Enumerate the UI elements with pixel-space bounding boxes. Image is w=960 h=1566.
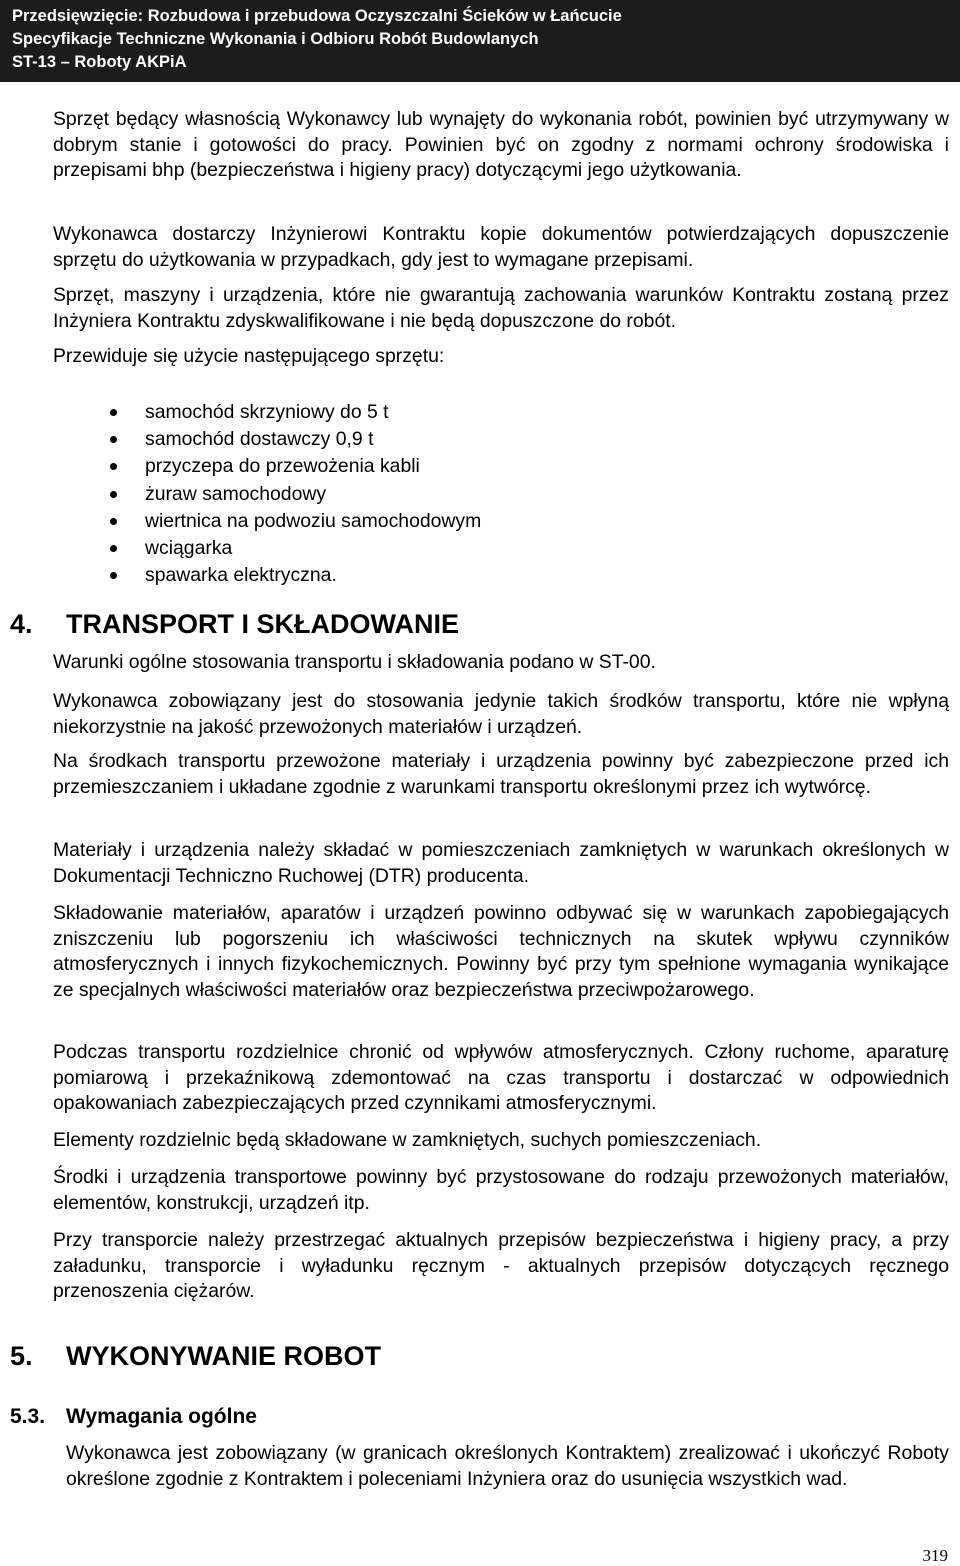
- header-section-code: ST-13 – Roboty AKPiA: [12, 53, 187, 71]
- section-4-paragraph-1: Warunki ogólne stosowania transportu i składowania podano w ST-00.: [53, 651, 656, 673]
- section-4-paragraph-5: Składowanie materiałów, aparatów i urządzeń powinno odbywać się w warunkach zapobiegających zniszczeniu lub pogorszeniu ich właściwości technicznych na skutek wpływu czynników atmosferycznych i innych fizykochemicznych. Powinny być przy tym spełnione wymagania wynikające ze specjalnych właściwości materiałów oraz bezpieczeństwa przeciwpożarowego.: [53, 902, 949, 1001]
- section-4-number: 4.: [10, 609, 33, 639]
- list-item: samochód skrzyniowy do 5 t: [53, 399, 481, 426]
- bullet-icon: [110, 409, 117, 416]
- equipment-paragraph-4: Przewiduje się użycie następującego sprzętu:: [53, 345, 445, 367]
- header-spec-title: Specyfikacje Techniczne Wykonania i Odbioru Robót Budowlanych: [12, 30, 539, 48]
- bullet-icon: [110, 491, 117, 498]
- list-item: samochód dostawczy 0,9 t: [53, 426, 481, 453]
- section-5-3-heading: [10, 1405, 257, 1429]
- section-4-paragraph-7: Elementy rozdzielnic będą składowane w zamkniętych, suchych pomieszczeniach.: [53, 1129, 762, 1151]
- list-item: spawarka elektryczna.: [53, 562, 481, 589]
- equipment-paragraph-3: Sprzęt, maszyny i urządzenia, które nie gwarantują zachowania warunków Kontraktu zostaną przez Inżyniera Kontraktu zdyskwalifikowane i nie będą dopuszczone do robót.: [53, 284, 949, 332]
- section-5-3-number: 5.3.: [10, 1405, 46, 1428]
- section-4-paragraph-9: Przy transporcie należy przestrzegać aktualnych przepisów bezpieczeństwa i higieny pracy, a przy załadunku, transporcie i wyładunku ręcznym - aktualnych przepisów dotyczących ręcznego przenoszenia ciężarów.: [53, 1229, 949, 1303]
- section-4-paragraph-6: Podczas transportu rozdzielnice chronić od wpływów atmosferycznych. Człony ruchome, aparaturę pomiarową i przekaźnikową zdemontować na czas transportu i dostarczać w odpowiednich opakowaniach zabezpieczających przed czynnikami atmosferycznymi.: [53, 1041, 949, 1115]
- section-4-paragraph-4: Materiały i urządzenia należy składać w pomieszczeniach zamkniętych w warunkach określonych w Dokumentacji Techniczno Ruchowej (DTR) producenta.: [53, 839, 949, 887]
- equipment-list: [53, 399, 481, 589]
- list-item: przyczepa do przewożenia kabli: [53, 453, 481, 480]
- section-5-title: WYKONYWANIE ROBOT: [66, 1341, 381, 1371]
- list-item: żuraw samochodowy: [53, 481, 481, 508]
- bullet-icon: [110, 572, 117, 579]
- bullet-icon: [110, 463, 117, 470]
- section-4-paragraph-8: Środki i urządzenia transportowe powinny być przystosowane do rodzaju przewożonych materiałów, elementów, konstrukcji, urządzeń itp.: [53, 1166, 949, 1214]
- header-project-title: Przedsięwzięcie: Rozbudowa i przebudowa Oczyszczalni Ścieków w Łańcucie: [12, 7, 622, 25]
- section-4-paragraph-2: Wykonawca zobowiązany jest do stosowania jedynie takich środków transportu, które nie wpłyną niekorzystnie na jakość przewożonych materiałów i urządzeń.: [53, 690, 949, 738]
- section-5-heading: [10, 1341, 381, 1372]
- bullet-icon: [110, 436, 117, 443]
- document-header: [0, 0, 960, 82]
- section-5-3-paragraph: Wykonawca jest zobowiązany (w granicach określonych Kontraktem) zrealizować i ukończyć Roboty określone zgodnie z Kontraktem i poleceniami Inżyniera oraz do usunięcia wszystkich wad.: [66, 1442, 949, 1490]
- bullet-icon: [110, 518, 117, 525]
- section-4-paragraph-3: Na środkach transportu przewożone materiały i urządzenia powinny być zabezpieczone przed ich przemieszczaniem i układane zgodnie z warunkami transportu określonymi przez ich wytwórcę.: [53, 750, 949, 798]
- bullet-icon: [110, 545, 117, 552]
- section-4-title: TRANSPORT I SKŁADOWANIE: [66, 609, 460, 639]
- list-item: wiertnica na podwoziu samochodowym: [53, 508, 481, 535]
- section-4-heading: [10, 609, 460, 640]
- page-number: 319: [922, 1546, 948, 1565]
- equipment-paragraph-1: Sprzęt będący własnością Wykonawcy lub wynajęty do wykonania robót, powinien być utrzymywany w dobrym stanie i gotowości do pracy. Powinien być on zgodny z normami ochrony środowiska i przepisami bhp (bezpieczeństwa i higieny pracy) dotyczącymi jego użytkowania.: [53, 108, 949, 182]
- list-item: wciągarka: [53, 535, 481, 562]
- section-5-3-title: Wymagania ogólne: [66, 1405, 257, 1428]
- header-separator: [0, 82, 960, 85]
- equipment-paragraph-2: Wykonawca dostarczy Inżynierowi Kontraktu kopie dokumentów potwierdzających dopuszczenie sprzętu do użytkowania w przypadkach, gdy jest to wymagane przepisami.: [53, 223, 949, 271]
- section-5-number: 5.: [10, 1341, 33, 1371]
